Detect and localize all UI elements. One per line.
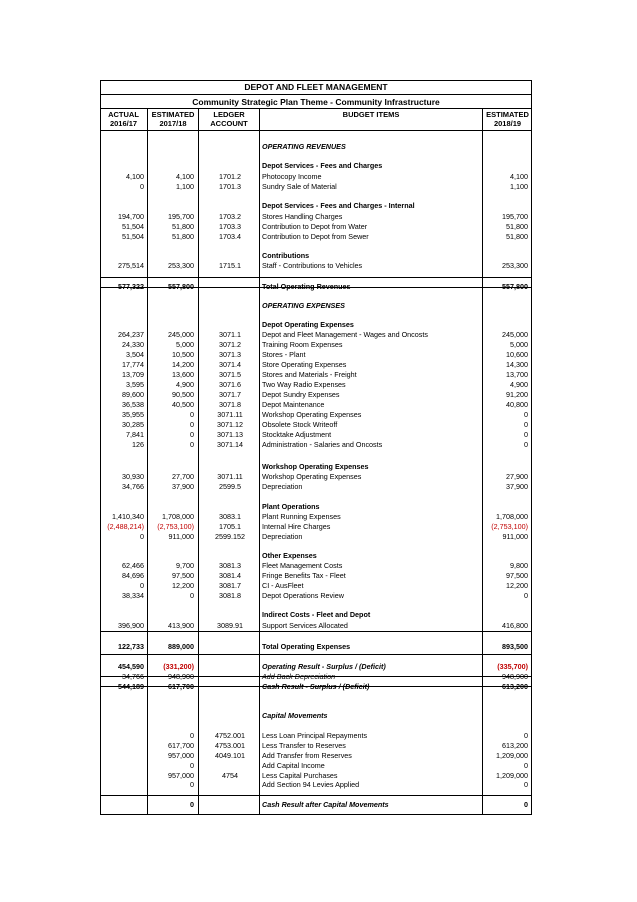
table-row [100,301,532,311]
budget-item-cell: Stores and Materials - Freight [262,370,357,379]
budget-item-cell: Photocopy Income [262,172,322,181]
ledger-cell: 2599.5 [219,482,241,491]
result-divider [100,654,532,655]
estimated-prev-cell: 1,708,000 [162,512,194,521]
estimated-next-cell: 0 [524,591,528,600]
actual-cell: 84,696 [122,571,144,580]
ledger-cell: 4753.001 [215,741,245,750]
budget-item-cell: Less Transfer to Reserves [262,741,346,750]
table-row [100,440,532,450]
ledger-cell: 3083.1 [219,512,241,521]
ledger-cell: 1703.4 [219,232,241,241]
estimated-prev-cell: 10,500 [172,350,194,359]
budget-item-cell: Less Loan Principal Repayments [262,731,368,740]
actual-cell: 36,538 [122,400,144,409]
estimated-prev-cell: 0 [190,420,194,429]
estimated-next-cell: 911,000 [502,532,528,541]
estimated-prev-cell: 557,800 [168,282,194,291]
table-row [100,472,532,482]
estimated-next-cell: 245,000 [502,330,528,339]
estimated-next-cell: 51,800 [506,232,528,241]
estimated-prev-cell: 5,000 [176,340,194,349]
ledger-cell: 3071.4 [219,360,241,369]
estimated-prev-cell: 948,900 [168,672,194,681]
table-row [100,561,532,571]
estimated-prev-cell: 4,100 [176,172,194,181]
estimated-next-cell: 0 [524,420,528,429]
ledger-cell: 3081.7 [219,581,241,590]
budget-item-cell: Training Room Expenses [262,340,343,349]
ledger-cell: 3089.91 [217,621,243,630]
ledger-cell: 3071.5 [219,370,241,379]
header-divider [100,130,532,131]
estimated-prev-cell: 13,600 [172,370,194,379]
table-row [100,780,532,790]
actual-cell: 51,504 [122,222,144,231]
table-row [100,330,532,340]
total-revenue-divider-bottom [100,287,532,288]
table-row [100,400,532,410]
table-row [100,512,532,522]
table-row [100,711,532,721]
estimated-prev-cell: 0 [190,591,194,600]
budget-item-cell: Less Capital Purchases [262,771,338,780]
cash-divider [100,676,532,677]
estimated-next-cell: 37,900 [506,482,528,491]
estimated-prev-cell: 0 [190,410,194,419]
estimated-prev-cell: 617,700 [168,741,194,750]
table-row [100,172,532,182]
table-row [100,320,532,330]
table-row [100,142,532,152]
estimated-next-cell: 613,200 [502,741,528,750]
actual-cell: 3,504 [126,350,144,359]
ledger-cell: 3081.3 [219,561,241,570]
table-row [100,410,532,420]
estimated-next-cell: 0 [524,440,528,449]
capital-divider [100,795,532,796]
table-row [100,672,532,682]
ledger-cell: 3071.6 [219,380,241,389]
estimated-prev-cell: 413,900 [168,621,194,630]
table-row [100,182,532,192]
table-row [100,662,532,672]
budget-item-cell: Staff - Contributions to Vehicles [262,261,363,270]
ledger-cell: 4754 [222,771,238,780]
budget-item-cell: Depot Sundry Expenses [262,390,340,399]
actual-cell: 275,514 [118,261,144,270]
estimated-next-cell: 4,100 [510,172,528,181]
actual-cell: 264,237 [118,330,144,339]
budget-item-cell: Total Operating Expenses [262,642,351,651]
table-row [100,591,532,601]
estimated-prev-cell: 12,200 [172,581,194,590]
ledger-cell: 3071.11 [217,410,243,419]
header-estimated-next: ESTIMATED 2018/19 [486,110,529,128]
estimated-next-cell: 5,000 [510,340,528,349]
ledger-cell: 4752.001 [215,731,245,740]
estimated-prev-cell: 40,500 [172,400,194,409]
budget-item-cell: Obsolete Stock Writeoff [262,420,338,429]
estimated-prev-cell: 4,900 [176,380,194,389]
budget-item-cell: Store Operating Expenses [262,360,347,369]
actual-cell: (2,488,214) [107,522,144,531]
table-row [100,642,532,652]
budget-item-cell: Add Transfer from Reserves [262,751,352,760]
table-row [100,571,532,581]
budget-item-cell: Support Services Allocated [262,621,348,630]
ledger-cell: 1703.2 [219,212,241,221]
estimated-prev-cell: 911,000 [168,532,194,541]
estimated-next-cell: (2,753,100) [491,522,528,531]
ledger-cell: 1701.2 [219,172,241,181]
budget-item-cell: OPERATING EXPENSES [262,301,345,310]
actual-cell: 544,189 [118,682,144,691]
estimated-next-cell: 893,500 [502,642,528,651]
table-row [100,390,532,400]
table-row [100,741,532,751]
table-row [100,502,532,512]
budget-item-cell: OPERATING REVENUES [262,142,346,151]
estimated-next-cell: 0 [524,410,528,419]
table-row [100,731,532,741]
table-row [100,551,532,561]
table-row [100,212,532,222]
budget-item-cell: Workshop Operating Expenses [262,462,369,471]
actual-cell: 4,100 [126,172,144,181]
budget-item-cell: Internal Hire Charges [262,522,331,531]
budget-item-cell: Stores - Plant [262,350,306,359]
ledger-cell: 3081.8 [219,591,241,600]
estimated-next-cell: 13,700 [506,370,528,379]
header-estimated-prev: ESTIMATED 2017/18 [151,110,195,128]
actual-cell: 396,900 [118,621,144,630]
actual-cell: 62,466 [122,561,144,570]
table-row [100,800,532,810]
table-row [100,610,532,620]
estimated-prev-cell: 617,700 [168,682,194,691]
estimated-prev-cell: 889,000 [168,642,194,651]
estimated-next-cell: 4,900 [510,380,528,389]
ledger-cell: 1703.3 [219,222,241,231]
actual-cell: 577,322 [118,282,144,291]
estimated-next-cell: (335,700) [497,662,528,671]
ledger-cell: 3071.7 [219,390,241,399]
ledger-cell: 2599.152 [215,532,245,541]
table-row [100,201,532,211]
actual-cell: 0 [140,182,144,191]
budget-item-cell: Add Section 94 Levies Applied [262,780,360,789]
actual-cell: 17,774 [122,360,144,369]
budget-item-cell: Sundry Sale of Material [262,182,337,191]
ledger-cell: 3071.2 [219,340,241,349]
actual-cell: 0 [140,581,144,590]
budget-item-cell: Add Capital Income [262,761,325,770]
estimated-next-cell: 0 [524,780,528,789]
actual-cell: 194,700 [118,212,144,221]
ledger-cell: 3071.3 [219,350,241,359]
budget-item-cell: Stocktake Adjustment [262,430,332,439]
page-subtitle: Community Strategic Plan Theme - Community Infrastructure [192,97,440,107]
subtitle-divider [100,108,532,109]
actual-cell: 24,330 [122,340,144,349]
estimated-next-cell: 557,800 [502,282,528,291]
estimated-prev-cell: 957,000 [168,751,194,760]
title-divider [100,94,532,95]
estimated-next-cell: 0 [524,761,528,770]
estimated-prev-cell: 245,000 [168,330,194,339]
estimated-next-cell: 0 [524,731,528,740]
actual-cell: 126 [132,440,144,449]
estimated-prev-cell: 37,900 [172,482,194,491]
budget-item-cell: Indirect Costs - Fleet and Depot [262,610,371,619]
cash-divider-bottom [100,686,532,687]
estimated-prev-cell: 90,500 [172,390,194,399]
budget-item-cell: Depot Services - Fees and Charges [262,161,383,170]
budget-item-cell: Add Back Depreciation [262,672,336,681]
estimated-prev-cell: 957,000 [168,771,194,780]
estimated-next-cell: 948,900 [502,672,528,681]
ledger-cell: 3071.11 [217,472,243,481]
estimated-next-cell: 91,200 [506,390,528,399]
budget-item-cell: Contribution to Depot from Sewer [262,232,369,241]
estimated-prev-cell: 0 [190,800,194,809]
budget-item-cell: Fleet Management Costs [262,561,343,570]
estimated-next-cell: 1,209,000 [496,751,528,760]
table-row [100,522,532,532]
table-row [100,232,532,242]
actual-cell: 51,504 [122,232,144,241]
budget-item-cell: Depreciation [262,482,303,491]
budget-item-cell: Fringe Benefits Tax - Fleet [262,571,346,580]
estimated-prev-cell: 0 [190,780,194,789]
table-row [100,761,532,771]
table-row [100,360,532,370]
estimated-next-cell: 416,800 [502,621,528,630]
budget-item-cell: Capital Movements [262,711,328,720]
ledger-cell: 1701.3 [219,182,241,191]
estimated-prev-cell: 0 [190,731,194,740]
table-row [100,380,532,390]
table-row [100,532,532,542]
estimated-prev-cell: 14,200 [172,360,194,369]
estimated-next-cell: 613,200 [502,682,528,691]
table-row [100,682,532,692]
total-revenue-divider [100,277,532,278]
estimated-prev-cell: 97,500 [172,571,194,580]
budget-item-cell: Depot Services - Fees and Charges - Internal [262,201,415,210]
estimated-next-cell: 27,900 [506,472,528,481]
estimated-prev-cell: 51,800 [172,222,194,231]
budget-item-cell: Other Expenses [262,551,317,560]
actual-cell: 454,590 [118,662,144,671]
estimated-next-cell: 1,708,000 [496,512,528,521]
estimated-next-cell: 40,800 [506,400,528,409]
estimated-next-cell: 1,209,000 [496,771,528,780]
ledger-cell: 1715.1 [219,261,241,270]
estimated-next-cell: 14,300 [506,360,528,369]
ledger-cell: 3071.1 [219,330,241,339]
budget-item-cell: Depot and Fleet Management - Wages and Oncosts [262,330,428,339]
estimated-prev-cell: 1,100 [176,182,194,191]
estimated-next-cell: 1,100 [510,182,528,191]
header-actual: ACTUAL 2016/17 [108,110,139,128]
budget-item-cell: Cash Result - Surplus / (Deficit) [262,682,370,691]
budget-item-cell: Depot Operations Review [262,591,344,600]
table-row [100,251,532,261]
estimated-prev-cell: 0 [190,430,194,439]
estimated-prev-cell: 27,700 [172,472,194,481]
estimated-next-cell: 253,300 [502,261,528,270]
table-row [100,370,532,380]
actual-cell: 1,410,340 [112,512,144,521]
budget-item-cell: Plant Operations [262,502,320,511]
estimated-prev-cell: 0 [190,440,194,449]
budget-item-cell: Contributions [262,251,310,260]
ledger-cell: 3071.12 [217,420,243,429]
ledger-cell: 4049.101 [215,751,245,760]
budget-item-cell: Cash Result after Capital Movements [262,800,389,809]
table-row [100,751,532,761]
estimated-next-cell: 0 [524,430,528,439]
table-row [100,621,532,631]
budget-item-cell: Depot Operating Expenses [262,320,354,329]
estimated-next-cell: 10,600 [506,350,528,359]
actual-cell: 35,955 [122,410,144,419]
table-row [100,161,532,171]
table-row [100,482,532,492]
table-row [100,222,532,232]
actual-cell: 89,600 [122,390,144,399]
table-row [100,581,532,591]
actual-cell: 13,709 [122,370,144,379]
budget-item-cell: Operating Result - Surplus / (Deficit) [262,662,386,671]
table-row [100,420,532,430]
ledger-cell: 3071.14 [217,440,243,449]
header-ledger: LEDGER ACCOUNT [210,110,248,128]
budget-item-cell: Workshop Operating Expenses [262,472,362,481]
estimated-prev-cell: (2,753,100) [157,522,194,531]
estimated-prev-cell: 51,800 [172,232,194,241]
estimated-prev-cell: (331,200) [163,662,194,671]
total-expense-divider [100,631,532,632]
estimated-prev-cell: 253,300 [168,261,194,270]
budget-item-cell: Total Operating Revenues [262,282,351,291]
estimated-next-cell: 12,200 [506,581,528,590]
ledger-cell: 3071.13 [217,430,243,439]
page-title: DEPOT AND FLEET MANAGEMENT [244,82,388,92]
estimated-next-cell: 51,800 [506,222,528,231]
budget-item-cell: Workshop Operating Expenses [262,410,362,419]
estimated-prev-cell: 195,700 [168,212,194,221]
actual-cell: 34,766 [122,672,144,681]
estimated-next-cell: 9,800 [510,561,528,570]
budget-item-cell: Stores Handling Charges [262,212,343,221]
actual-cell: 38,334 [122,591,144,600]
estimated-prev-cell: 0 [190,761,194,770]
table-row [100,350,532,360]
actual-cell: 34,766 [122,482,144,491]
budget-item-cell: Administration - Salaries and Oncosts [262,440,383,449]
budget-item-cell: Depreciation [262,532,303,541]
ledger-cell: 3081.4 [219,571,241,580]
table-row [100,340,532,350]
header-budget-items: BUDGET ITEMS [342,110,400,119]
budget-item-cell: Plant Running Expenses [262,512,341,521]
budget-item-cell: Depot Maintenance [262,400,325,409]
actual-cell: 0 [140,532,144,541]
estimated-next-cell: 97,500 [506,571,528,580]
actual-cell: 122,733 [118,642,144,651]
estimated-next-cell: 0 [524,800,528,809]
actual-cell: 30,930 [122,472,144,481]
budget-item-cell: Contribution to Depot from Water [262,222,368,231]
ledger-cell: 3071.8 [219,400,241,409]
table-row [100,430,532,440]
table-row [100,261,532,271]
actual-cell: 30,285 [122,420,144,429]
actual-cell: 3,595 [126,380,144,389]
estimated-prev-cell: 9,700 [176,561,194,570]
actual-cell: 7,841 [126,430,144,439]
table-row [100,462,532,472]
estimated-next-cell: 195,700 [502,212,528,221]
budget-item-cell: Two Way Radio Expenses [262,380,346,389]
budget-item-cell: CI - AusFleet [262,581,304,590]
ledger-cell: 1705.1 [219,522,241,531]
